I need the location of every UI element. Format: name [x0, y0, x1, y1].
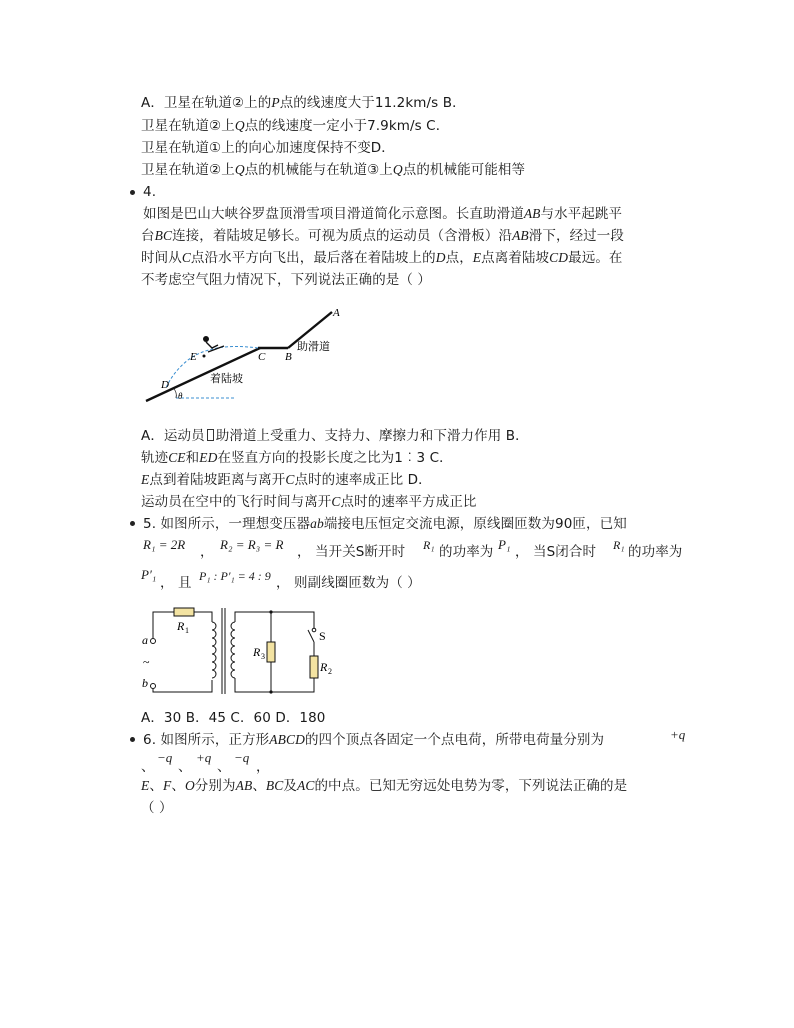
q6-sep-a: 、: [141, 759, 155, 775]
label-slope: 着陆坡: [210, 372, 243, 385]
resistor-r2: [310, 656, 318, 678]
ski-slope-figure: [140, 302, 350, 408]
q5-bullet: [130, 521, 135, 526]
math-plus-q-2: +q: [196, 750, 212, 765]
switch-contact-top: [312, 628, 316, 632]
resistor-r1: [174, 608, 194, 616]
q5-question: ， 则副线圈匝数为（ ）: [276, 575, 421, 591]
q5-when-closed: ， 当S闭合时: [515, 544, 597, 560]
q4-bullet: [130, 190, 135, 195]
q4-option-c: E点到着陆坡距离与离开C点时的速率成正比 D．: [141, 472, 432, 488]
label-r2: R: [320, 660, 328, 674]
label-tilde: ~: [143, 655, 150, 669]
label-b-terminal: b: [142, 676, 148, 690]
q5-sep1: ，: [200, 544, 214, 560]
primary-top-wire: [153, 612, 174, 638]
skier-body: [206, 342, 218, 348]
primary-coil: [212, 622, 216, 678]
q4-stem-line1: 如图是巴山大峡谷罗盘顶滑雪项目滑道简化示意图。长直助滑道AB与水平起跳平: [143, 206, 623, 222]
q5-and: ， 且: [160, 575, 192, 591]
q4-option-d: 运动员在空中的飞行时间与离开C点时的速率平方成正比: [141, 494, 477, 510]
missing-glyph-box: [207, 429, 214, 441]
q4-stem-line2: 台BC连接，着陆坡足够长。可视为质点的运动员（含滑板）沿AB滑下，经过一段: [141, 228, 624, 244]
terminal-b: [151, 684, 156, 689]
label-a: A: [333, 307, 340, 319]
point-e-dot: [203, 355, 206, 358]
q3-option-c: 卫星在轨道①上的向心加速度保持不变D．: [141, 140, 395, 156]
q3-option-a: A．卫星在轨道②上的P点的线速度大于11.2km/s B．: [141, 95, 466, 111]
label-e: E: [190, 351, 197, 363]
q5-stem-line1: 5. 如图所示，一理想变压器ab端接电压恒定交流电源，原线圈匝数为90匝，已知: [143, 516, 627, 532]
label-r1: R: [177, 619, 185, 633]
math-r1-b: R₁: [613, 538, 625, 552]
q4-stem-line3: 时间从C点沿水平方向飞出，最后落在着陆坡上的D点，E点离着陆坡CD最远。在: [141, 250, 623, 266]
skier-head: [203, 336, 209, 342]
q6-sep-d: ，: [256, 759, 270, 775]
q4-option-b: 轨迹CE和ED在竖直方向的投影长度之比为1︰3 C．: [141, 450, 453, 466]
q6-stem-line1: 6. 如图所示，正方形ABCD的四个顶点各固定一个点电荷，所带电荷量分别为: [143, 732, 605, 748]
math-p1: P₁: [498, 537, 511, 552]
label-b: B: [285, 351, 292, 363]
label-r3: R: [253, 645, 261, 659]
junction-bottom: [269, 690, 272, 693]
q6-stem-line3: E、F、O分别为AB、BC及AC的中点。已知无穷远处电势为零，下列说法正确的是: [141, 778, 628, 794]
q6-stem-line4: （ ）: [141, 800, 173, 816]
math-plus-q-1: +q: [670, 727, 686, 742]
q3-option-b: 卫星在轨道②上Q点的线速度一定小于7.9km/s C．: [141, 118, 450, 134]
q6-sep-c: 、: [217, 759, 231, 775]
label-d: D: [161, 379, 169, 391]
label-switch: S: [319, 629, 326, 643]
terminal-a: [151, 639, 156, 644]
label-a-terminal: a: [142, 633, 148, 647]
math-minus-q-2: −q: [234, 750, 250, 765]
secondary-top-wire: [235, 612, 314, 628]
label-c: C: [258, 351, 266, 363]
label-theta: θ: [178, 391, 183, 401]
primary-bottom-wire: [153, 680, 212, 692]
math-p1-prime: P′₁: [141, 567, 157, 582]
q3-option-d: 卫星在轨道②上Q点的机械能与在轨道③上Q点的机械能可能相等: [141, 162, 526, 178]
q6-bullet: [130, 737, 135, 742]
secondary-bottom-wire: [235, 678, 314, 692]
q4-number: 4.: [143, 184, 157, 200]
math-power-ratio: P₁ : P′₁ = 4 : 9: [199, 569, 271, 583]
transformer-circuit-figure: [140, 604, 340, 698]
math-r1-eq: R₁ = 2R: [143, 537, 186, 552]
math-minus-q-1: −q: [157, 750, 173, 765]
q5-power-of-2: 的功率为: [628, 544, 683, 560]
q5-power-of: 的功率为: [439, 544, 494, 560]
math-r1-a: R₁: [423, 538, 435, 552]
secondary-coil: [231, 622, 235, 678]
q5-when-open: ， 当开关S断开时: [297, 544, 406, 560]
resistor-r3: [267, 642, 275, 662]
junction-top: [269, 610, 272, 613]
primary-wire-right: [194, 612, 212, 622]
label-r1-sub: 1: [185, 626, 189, 635]
math-r2-r3-eq: R₂ = R₃ = R: [220, 537, 284, 552]
label-r2-sub: 2: [328, 667, 332, 676]
label-r3-sub: 3: [261, 652, 265, 661]
q4-stem-line4: 不考虑空气阻力情况下，下列说法正确的是（ ）: [141, 272, 431, 288]
label-track: 助滑道: [297, 340, 330, 353]
q6-sep-b: 、: [178, 759, 192, 775]
q4-option-a: A．运动员 助滑道上受重力、支持力、摩擦力和下滑力作用 B．: [141, 428, 529, 444]
q5-options: A．30 B．45 C．60 D．180: [141, 710, 326, 726]
